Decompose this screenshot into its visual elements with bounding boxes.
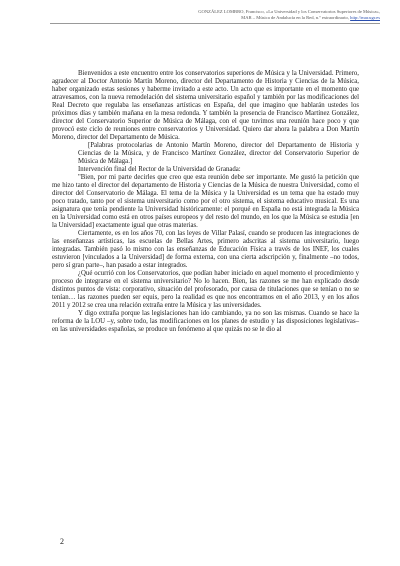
header-citation-line2	[80, 15, 380, 21]
paragraph-history: Ciertamente, es en los años 70, con las leyes de Villar Palasí, cuando se producen las integraciones de las enseñanzas artísticas, las escuelas de Bellas Artes, primero adscritas al sistema universitario, luego integradas. También pasó lo mismo con las enseñanzas de Educación Física a través de los INEF, los cuales estuvieron [vinculados a la Universidad] de forma externa, con una cierta adscripción y, finalmente –no todos, pero sí gran parte–, han pasado a estar integrados.	[52, 230, 359, 269]
article-body	[52, 70, 359, 334]
header-citation-prefix: MAR – Música de Andalucía en la Red, n.º extraordinario,	[241, 15, 351, 20]
paragraph-rector-speech: "Bien, por mi parte decirles que creo que esta reunión debe ser importante. Me gustó la petición que me hizo tanto el director del departamento de Historia y Ciencias de la Música de nuestra Universidad, como el director del Conservatorio de Málaga. El tema de la Música y la Universidad es un tema que ha estado muy poco tratado, tanto por el sistema universitario como por el otro sistema, el sistema educativo musical. Es una asignatura que tenía pendiente la Universidad históricamente: el porqué en España no está integrada la Música en la Universidad como está en otros países europeos y del resto del mundo, en los que la Música se estudia [en la Universidad] exactamente igual que otras materias.	[52, 174, 359, 229]
paragraph-welcome: Bienvenidos a este encuentro entre los conservatorios superiores de Música y la Universidad. Primero, agradecer al Doctor Antonio Martín Moreno, director del Departamento de Historia y Ciencias de la Música, haber organizado estas sesiones y haberme invitado a este acto. Un acto que es importante en el momento que atravesamos, con la nueva remodelación del sistema universitario español y también por las modificaciones del Real Decreto que regulaba las enseñanzas artísticas en España, del que imagino que hablarán ustedes los próximos días y también mañana en la mesa redonda. Y también la presencia de Francisco Martínez González, director del Conservatorio Superior de Música de Málaga, con el que tuvimos una reunión hace poco y que provocó este ciclo de reuniones entre conservatorios y Universidad. Quiero dar ahora la palabra a Don Martín Moreno, director del Departamento de Música.	[52, 70, 359, 141]
header-divider	[50, 23, 380, 24]
paragraph-protocol-note: [Palabras protocolarias de Antonio Martín Moreno, director del Departamento de Historia y Ciencias de la Música, y de Francisco Martínez González, director del Conservatorio Superior de Música de Málaga.]	[78, 142, 359, 165]
running-header	[80, 9, 380, 21]
page-number: 2	[60, 537, 64, 546]
journal-link[interactable]: http://mar.ugr.es	[350, 15, 380, 20]
paragraph-conservatories: ¿Qué ocurrió con los Conservatorios, que podían haber iniciado en aquel momento el procedimiento y proceso de integrarse en el sistema universitario? No lo hacen. Bien, las razones se me han explicado desde distintos puntos de vista: corporativo, situación del profesorado, por causa de titulaciones que se tenían o no se tenían… las razones pueden ser equis, pero la realidad es que nos encontramos en el año 2013, y en los años 2011 y 2012 se crea una relación extraña entre la Música y las universidades.	[52, 270, 359, 309]
paragraph-rector-heading: Intervención final del Rector de la Universidad de Granada:	[78, 166, 241, 173]
paragraph-legislation: Y digo extraña porque las legislaciones han ido cambiando, ya no son las mismas. Cuando se hace la reforma de la LOU –y, sobre todo, las modificaciones en los planes de estudio y las disposiciones legislativas– en las universidades españolas, se produce un fenómeno al que quizás no se le dio al	[52, 310, 359, 333]
header-citation-line1: GONZÁLEZ LOMBRO, Francisco, «La Universidad y los Conservatorios Superiores de Música»,	[198, 9, 380, 14]
